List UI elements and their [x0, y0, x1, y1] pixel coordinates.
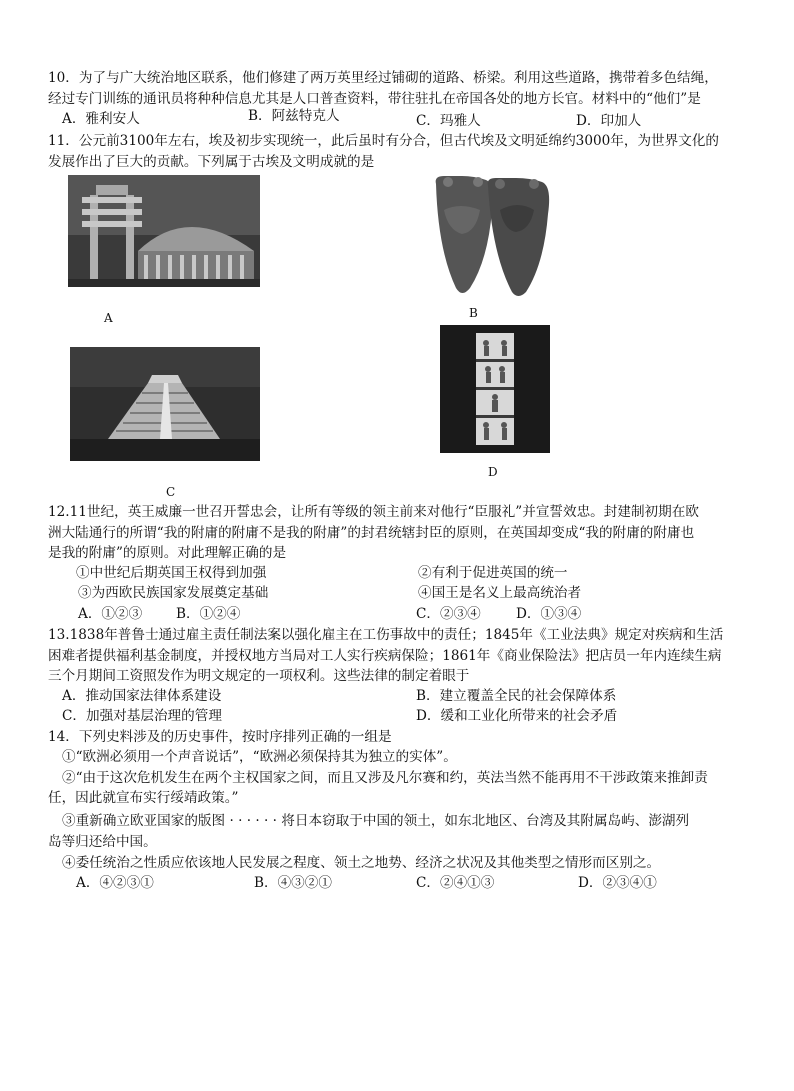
q14-source-3-line2: 岛等归还给中国。 [48, 834, 157, 850]
q14-source-3-line1: ③重新确立欧亚国家的版图 · · · · · · 将日本窃取于中国的领土，如东北地区、台湾及其附属岛屿、澎湖列 [62, 813, 690, 829]
q13-option-c: C．加强对基层治理的管理 [62, 708, 222, 724]
q14-source-2-line1: ②“由于这次危机发生在两个主权国家之间，而且又涉及凡尔赛和约，英法当然不能再用不干涉政策来推卸责 [62, 770, 708, 786]
image-c-pyramid-photo [70, 347, 260, 461]
q12-statement-4: ④国王是名义上最高统治者 [418, 585, 582, 601]
image-d-panel-photo [440, 325, 550, 453]
q12-option-d: D．①③④ [516, 606, 582, 622]
image-a-label: A [104, 311, 113, 325]
q11-stem-line1: 11．公元前3100年左右，埃及初步实现统一，此后虽时有分合，但古代埃及文明延绵约3000年，为世界文化的 [48, 133, 720, 149]
q12-statement-2: ②有利于促进英国的统一 [418, 565, 568, 581]
q14-option-c: C．②④①③ [416, 875, 495, 891]
image-c-label: C [166, 485, 176, 499]
q12-stem-line3: 是我的附庸”的原则。对此理解正确的是 [48, 545, 287, 561]
q14-stem: 14．下列史料涉及的历史事件，按时序排列正确的一组是 [48, 729, 392, 745]
q12-stem-line2: 洲大陆通行的所谓“我的附庸的附庸不是我的附庸”的封君统辖封臣的原则，在英国却变成“我的附庸的附庸也 [48, 525, 695, 541]
q10-option-b: B．阿兹特克人 [248, 108, 340, 124]
q14-option-d: D．②③④① [578, 875, 657, 891]
q12-option-a: A．①②③ [78, 606, 143, 622]
q12-option-c: C．②③④ [416, 606, 481, 622]
q12-statement-3: ③为西欧民族国家发展奠定基础 [78, 585, 269, 601]
q11-stem-line2: 发展作出了巨大的贡献。下列属于古埃及文明成就的是 [48, 154, 375, 170]
q12-statement-1: ①中世纪后期英国王权得到加强 [76, 565, 267, 581]
q13-stem-line2: 困难者提供福利基金制度，并授权地方当局对工人实行疾病保险；1861年《商业保险法》把店员一年内连续生病 [48, 648, 722, 664]
image-d-label: D [488, 465, 498, 479]
q10-option-d: D．印加人 [576, 113, 642, 129]
q13-stem-line1: 13.1838年普鲁士通过雇主责任制法案以强化雇主在工伤事故中的责任；1845年《工业法典》规定对疾病和生活 [48, 627, 724, 643]
image-b-palette-photo [430, 170, 554, 300]
q10-stem-line2: 经过专门训练的通讯员将种种信息尤其是人口普查资料，带往驻扎在帝国各处的地方长官。材料中的“他们”是 [48, 91, 701, 107]
q10-option-a: A．雅利安人 [62, 111, 140, 127]
q13-option-b: B．建立覆盖全民的社会保障体系 [416, 688, 617, 704]
q14-source-2-line2: 任，因此就宣布实行绥靖政策。” [48, 790, 239, 806]
image-b-label: B [469, 306, 478, 320]
q14-source-1: ①“欧洲必须用一个声音说话”，“欧洲必须保持其为独立的实体”。 [62, 749, 457, 765]
q13-option-a: A．推动国家法律体系建设 [62, 688, 222, 704]
q10-stem-line1: 10．为了与广大统治地区联系，他们修建了两万英里经过铺砌的道路、桥梁。利用这些道路，携带着多色结绳， [48, 70, 718, 86]
q12-stem-line1: 12.11世纪，英王威廉一世召开誓忠会，让所有等级的领主前来对他行“臣服礼”并宣誓效忠。封建制初期在欧 [48, 504, 699, 520]
q13-stem-line3: 三个月期间工资照发作为明文规定的一项权利。这些法律的制定着眼于 [48, 668, 470, 684]
q14-source-4: ④委任统治之性质应依该地人民发展之程度、领土之地势、经济之状况及其他类型之情形而区别之。 [62, 855, 661, 871]
q13-option-d: D．缓和工业化所带来的社会矛盾 [416, 708, 618, 724]
q14-option-b: B．④③②① [254, 875, 332, 891]
image-a-stupa-photo [68, 175, 260, 287]
q14-option-a: A．④②③① [76, 875, 154, 891]
q12-option-b: B．①②④ [176, 606, 241, 622]
q10-option-c: C．玛雅人 [416, 113, 481, 129]
